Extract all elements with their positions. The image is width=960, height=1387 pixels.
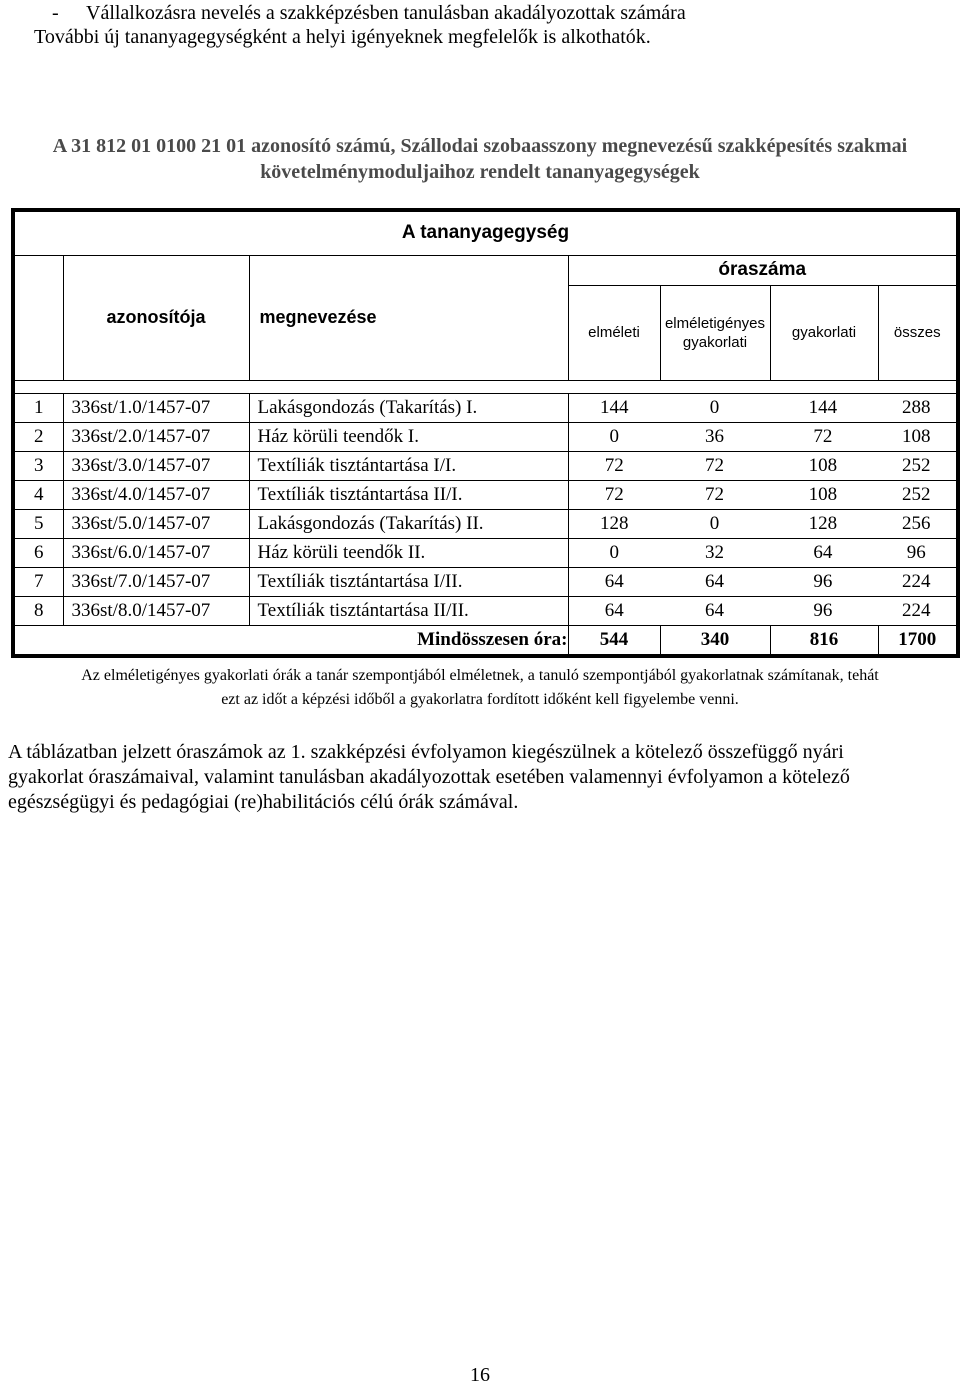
row-theory: 64: [604, 570, 624, 592]
row-name: Textíliák tisztántartása I/I.: [249, 451, 568, 480]
row-total: 108: [902, 425, 931, 447]
paragraph-line-3: egészségügyi és pedagógiai (re)habilitációs célú órák számával.: [8, 791, 519, 813]
paragraph-line-2: gyakorlat óraszámaival, valamint tanulásban akadályozottak esetében valamennyi évfolyamon a kötelező: [8, 766, 850, 788]
row-total: 252: [902, 483, 931, 505]
row-id: 336st/3.0/1457-07: [63, 451, 249, 480]
row-total: 96: [906, 541, 926, 563]
header-theory-practice: [660, 285, 770, 380]
total-all: 1700: [878, 625, 958, 656]
row-theory: 0: [609, 425, 619, 447]
row-number: 2: [13, 422, 63, 451]
heading-line-2: követelménymoduljaihoz rendelt tananyagegységek: [260, 161, 700, 183]
row-theory-practice: 32: [705, 541, 725, 563]
header-gap: [13, 255, 63, 380]
row-id: 336st/1.0/1457-07: [63, 393, 249, 422]
heading-line-1: A 31 812 01 0100 21 01 azonosító számú, Szállodai szobaasszony megnevezésű szakképesítés szakmai: [52, 135, 908, 157]
spacer-cell: [13, 380, 958, 393]
row-id: 336st/4.0/1457-07: [63, 480, 249, 509]
row-theory: 128: [599, 512, 629, 534]
row-name: Ház körüli teendők II.: [249, 538, 568, 567]
section-heading: [0, 133, 960, 185]
row-total: 224: [902, 570, 931, 592]
row-id: 336st/8.0/1457-07: [63, 596, 249, 625]
note-line-1: Az elméletigényes gyakorlati órák a tanár szempontjából elméletnek, a tanuló szempontjából gyakorlatnak számítanak, tehát: [81, 667, 879, 684]
row-practice: 144: [808, 396, 838, 418]
row-theory-practice: 72: [705, 454, 725, 476]
row-practice: 108: [808, 483, 838, 505]
row-id: 336st/7.0/1457-07: [63, 567, 249, 596]
row-theory-practice: 64: [705, 599, 725, 621]
row-theory: 0: [609, 541, 619, 563]
body-paragraph: [8, 740, 958, 815]
row-hours: [568, 422, 958, 451]
row-number: 7: [13, 567, 63, 596]
row-name: Textíliák tisztántartása I/II.: [249, 567, 568, 596]
row-number: 4: [13, 480, 63, 509]
row-theory: 72: [604, 483, 624, 505]
note-line-2: ezt az időt a képzési időből a gyakorlatra fordított időként kell figyelembe venni.: [221, 691, 739, 708]
total-theory-practice: 340: [660, 625, 770, 656]
header-unit-group: A tananyagegység: [13, 210, 958, 255]
intro-after-text: További új tananyagegységként a helyi igényeknek megfelelők is alkothatók.: [34, 26, 651, 48]
total-theory: 544: [568, 625, 660, 656]
table-row: [13, 538, 958, 567]
row-number: 1: [13, 393, 63, 422]
row-name: Textíliák tisztántartása II/I.: [249, 480, 568, 509]
row-id: 336st/5.0/1457-07: [63, 509, 249, 538]
table-row: [13, 451, 958, 480]
row-number: 6: [13, 538, 63, 567]
table-note: [0, 664, 960, 712]
header-theory-practice-line-2: gyakorlati: [682, 333, 748, 351]
row-name: Lakásgondozás (Takarítás) I.: [249, 393, 568, 422]
row-practice: 108: [808, 454, 838, 476]
row-name: Textíliák tisztántartása II/II.: [249, 596, 568, 625]
row-hours: [568, 480, 958, 509]
row-total: 252: [902, 454, 931, 476]
row-hours: [568, 596, 958, 625]
header-practice: gyakorlati: [770, 285, 878, 380]
table-row: [13, 596, 958, 625]
row-theory: 72: [604, 454, 624, 476]
table-row: [13, 509, 958, 538]
table-row: [13, 393, 958, 422]
row-name: Ház körüli teendők I.: [249, 422, 568, 451]
spacer-row: [13, 380, 958, 393]
row-hours: [568, 451, 958, 480]
header-theory-practice-line-1: elméletigényes: [664, 314, 766, 332]
row-number: 3: [13, 451, 63, 480]
table-row: [13, 567, 958, 596]
table-row: [13, 480, 958, 509]
row-practice: 96: [813, 599, 833, 621]
row-practice: 72: [813, 425, 833, 447]
row-total: 256: [902, 512, 931, 534]
table-row: [13, 422, 958, 451]
row-hours: [568, 509, 958, 538]
bullet-item: [52, 1, 686, 25]
row-total: 224: [902, 599, 931, 621]
row-theory-practice: 64: [705, 570, 725, 592]
row-practice: 96: [813, 570, 833, 592]
bullet-text: Vállalkozásra nevelés a szakképzésben tanulásban akadályozottak számára: [86, 2, 686, 24]
row-hours: [568, 538, 958, 567]
row-theory-practice: 0: [709, 512, 720, 534]
header-total: összes: [878, 285, 958, 380]
row-hours: [568, 567, 958, 596]
row-practice: 64: [813, 541, 833, 563]
row-number: 5: [13, 509, 63, 538]
row-theory-practice: 0: [709, 396, 720, 418]
page-number: 16: [470, 1364, 490, 1386]
row-id: 336st/6.0/1457-07: [63, 538, 249, 567]
row-hours: [568, 393, 958, 422]
row-number: 8: [13, 596, 63, 625]
row-theory: 144: [599, 396, 629, 418]
row-name: Lakásgondozás (Takarítás) II.: [249, 509, 568, 538]
row-theory-practice: 36: [705, 425, 725, 447]
total-row: [13, 625, 958, 656]
row-id: 336st/2.0/1457-07: [63, 422, 249, 451]
row-theory: 64: [604, 599, 624, 621]
bullet-dash: -: [52, 2, 59, 24]
header-hours-group: óraszáma: [568, 255, 958, 285]
header-theory: elméleti: [568, 285, 660, 380]
row-theory-practice: 72: [705, 483, 725, 505]
curriculum-table: [11, 208, 960, 658]
total-practice: 816: [770, 625, 878, 656]
header-name: megnevezése: [249, 255, 568, 380]
total-label: Mindösszesen óra:: [13, 625, 568, 656]
header-group-row: [13, 210, 958, 255]
paragraph-line-1: A táblázatban jelzett óraszámok az 1. szakképzési évfolyamon kiegészülnek a kötelező összefüggő nyári: [8, 741, 844, 763]
header-hours-row: [13, 255, 958, 285]
row-total: 288: [902, 396, 931, 418]
header-id: azonosítója: [63, 255, 249, 380]
row-practice: 128: [808, 512, 838, 534]
